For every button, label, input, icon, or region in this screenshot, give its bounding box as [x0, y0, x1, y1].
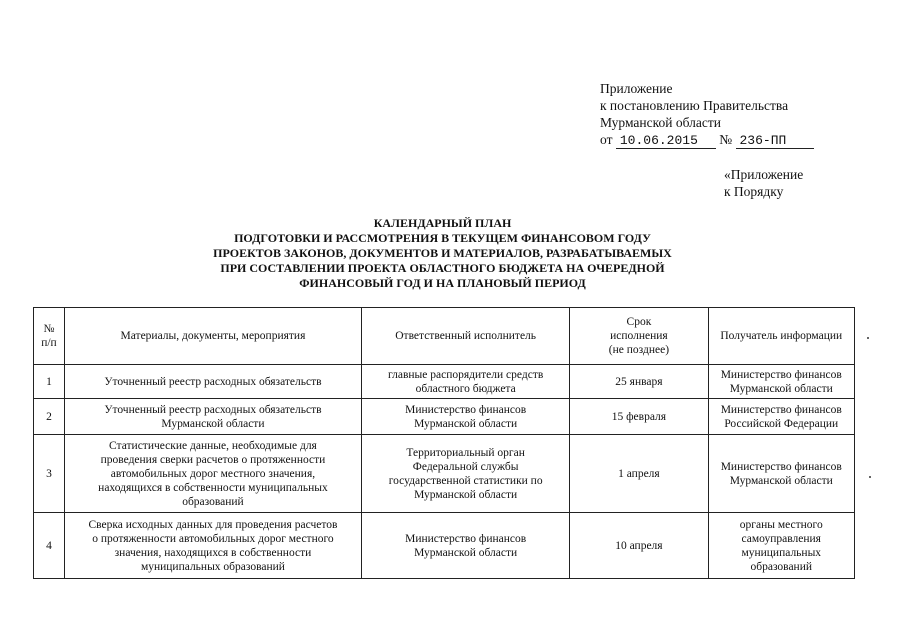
cell-responsible-line: Мурманской области	[414, 417, 518, 430]
cell-recipient	[708, 435, 854, 513]
cell-term: 10 апреля	[570, 513, 708, 579]
header-num: № п/п	[34, 308, 65, 365]
table-row	[34, 435, 855, 513]
cell-recipient-line: Министерство финансов	[720, 368, 842, 381]
cell-responsible	[361, 513, 569, 579]
cell-num: 2	[34, 399, 65, 435]
cell-materials-line: Уточненный реестр расходных обязательств	[104, 375, 322, 388]
cell-materials	[64, 399, 361, 435]
scan-speck	[867, 337, 869, 339]
table-header-row	[34, 308, 855, 365]
cell-responsible-line: Мурманской области	[414, 488, 518, 501]
title-line: ПРОЕКТОВ ЗАКОНОВ, ДОКУМЕНТОВ И МАТЕРИАЛОВ, РАЗРАБАТЫВАЕМЫХ	[213, 246, 672, 260]
header-term: Срок исполнения (не позднее)	[570, 308, 708, 365]
cell-responsible-line: Территориальный орган	[406, 446, 525, 459]
cell-materials-line: муниципальных образований	[140, 560, 285, 573]
table-row	[34, 513, 855, 579]
header-responsible: Ответственный исполнитель	[361, 308, 569, 365]
cell-recipient-line: Мурманской области	[729, 382, 833, 395]
cell-materials-line: Мурманской области	[161, 417, 265, 430]
cell-materials-line: находящихся в собственности муниципальных	[98, 481, 328, 494]
appendix-order-header	[724, 166, 803, 200]
cell-materials-line: образований	[182, 495, 244, 508]
cell-term: 15 февраля	[570, 399, 708, 435]
scan-speck	[869, 476, 871, 478]
cell-recipient	[708, 513, 854, 579]
appendix-line: Приложение	[600, 81, 673, 96]
table-row	[34, 365, 855, 399]
header-materials: Материалы, документы, мероприятия	[64, 308, 361, 365]
table-row	[34, 399, 855, 435]
cell-num: 3	[34, 435, 65, 513]
cell-recipient-line: Мурманской области	[729, 474, 833, 487]
cell-recipient-line: образований	[750, 560, 813, 573]
appendix-header	[600, 80, 814, 149]
cell-materials-line: проведения сверки расчетов о протяженности	[100, 453, 326, 466]
table-body	[34, 365, 855, 579]
cell-materials-line: Статистические данные, необходимые для	[109, 439, 317, 452]
date-prefix: от	[600, 132, 613, 147]
cell-num: 1	[34, 365, 65, 399]
plan-table	[33, 307, 855, 579]
cell-materials-line: о протяженности автомобильных дорог местного	[92, 532, 334, 545]
cell-recipient-line: Министерство финансов	[720, 403, 842, 416]
cell-term: 1 апреля	[570, 435, 708, 513]
cell-materials	[64, 513, 361, 579]
header-recipient: Получатель информации	[708, 308, 854, 365]
cell-materials-line: значения, находящихся в собственности	[114, 546, 312, 559]
title-line: КАЛЕНДАРНЫЙ ПЛАН	[373, 216, 512, 230]
cell-responsible-line: Министерство финансов	[405, 532, 527, 545]
appendix-order-line: к Порядку	[724, 184, 784, 199]
cell-materials	[64, 435, 361, 513]
cell-responsible	[361, 365, 569, 399]
cell-responsible-line: областного бюджета	[415, 382, 516, 395]
cell-recipient-line: органы местного	[739, 518, 823, 531]
title-line: ФИНАНСОВЫЙ ГОД И НА ПЛАНОВЫЙ ПЕРИОД	[299, 276, 586, 290]
cell-materials-line: Уточненный реестр расходных обязательств	[104, 403, 322, 416]
cell-responsible	[361, 435, 569, 513]
cell-recipient	[708, 365, 854, 399]
cell-materials-line: Сверка исходных данных для проведения расчетов	[88, 518, 338, 531]
appendix-line: Мурманской области	[600, 115, 721, 130]
cell-responsible-line: Министерство финансов	[405, 403, 527, 416]
date-value: 10.06.2015	[616, 134, 716, 149]
appendix-order-line: «Приложение	[724, 167, 804, 182]
cell-recipient-line: Российской Федерации	[724, 417, 839, 430]
appendix-date-line	[600, 131, 814, 149]
cell-num: 4	[34, 513, 65, 579]
document-title	[150, 216, 735, 291]
cell-responsible	[361, 399, 569, 435]
cell-recipient-line: Министерство финансов	[720, 460, 842, 473]
cell-responsible-line: главные распорядители средств	[387, 368, 544, 381]
cell-responsible-line: государственной статистики по	[388, 474, 543, 487]
number-prefix: №	[719, 132, 733, 147]
title-line: ПОДГОТОВКИ И РАССМОТРЕНИЯ В ТЕКУЩЕМ ФИНАНСОВОМ ГОДУ	[234, 231, 651, 245]
cell-term: 25 января	[570, 365, 708, 399]
cell-materials	[64, 365, 361, 399]
cell-recipient	[708, 399, 854, 435]
cell-recipient-line: самоуправления	[741, 532, 821, 545]
number-value: 236-ПП	[736, 134, 814, 149]
title-line: ПРИ СОСТАВЛЕНИИ ПРОЕКТА ОБЛАСТНОГО БЮДЖЕТА НА ОЧЕРЕДНОЙ	[220, 261, 665, 275]
cell-recipient-line: муниципальных	[741, 546, 822, 559]
cell-materials-line: автомобильных дорог местного значения,	[110, 467, 316, 480]
cell-responsible-line: Мурманской области	[414, 546, 518, 559]
cell-responsible-line: Федеральной службы	[412, 460, 519, 473]
appendix-line: к постановлению Правительства	[600, 98, 789, 113]
